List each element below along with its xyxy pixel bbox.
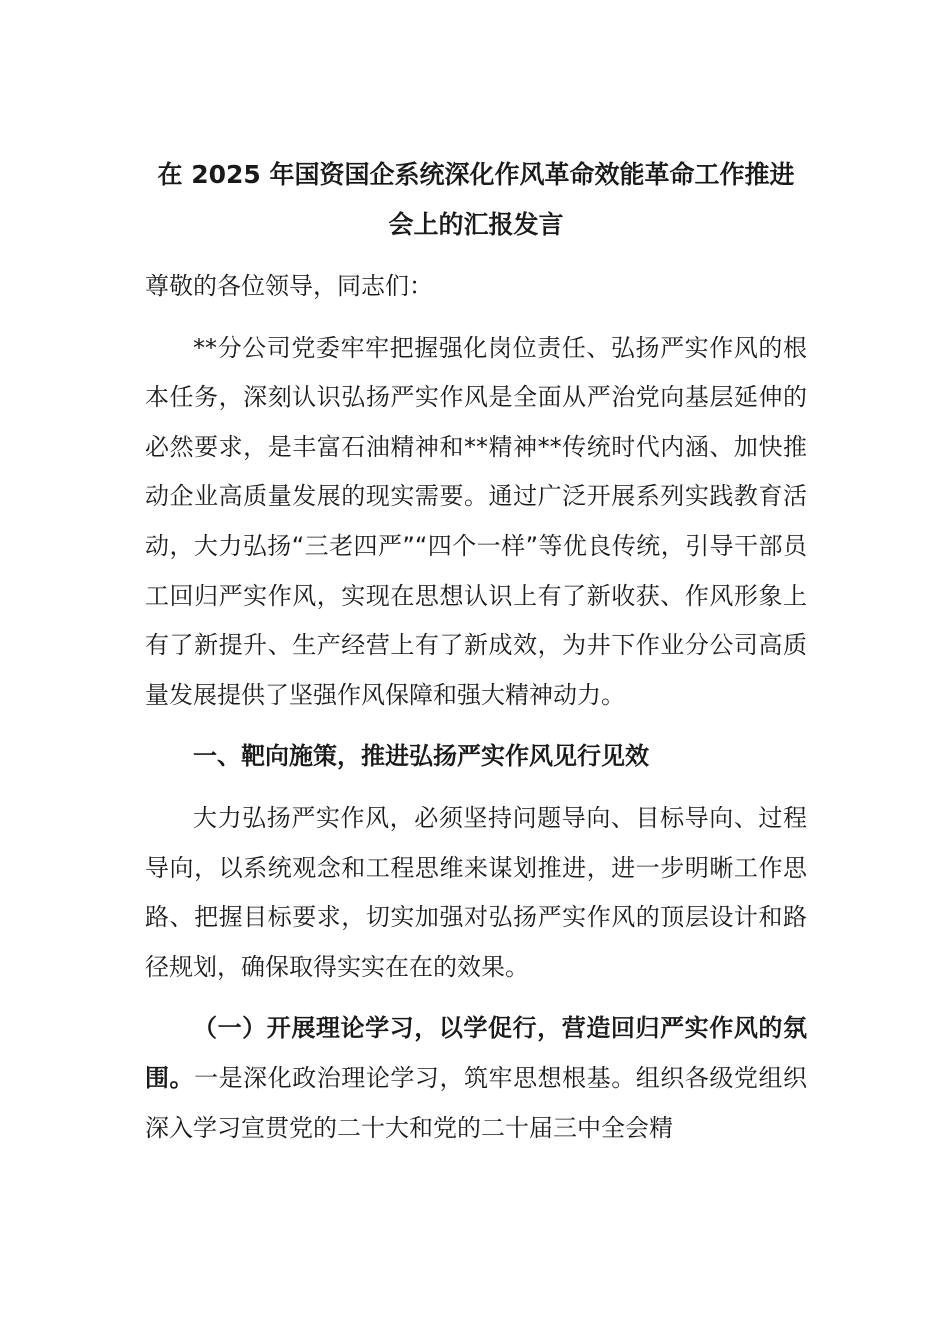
document-page [145, 150, 807, 1153]
subsection-paragraph [145, 1004, 807, 1153]
subsection-heading-1: （一）开展理论学习，以学促行，营造回归严实作风的氛围。 [145, 1014, 807, 1092]
title-line-1: 在 2025 年国资国企系统深化作风革命效能革命工作推进 [157, 160, 795, 189]
salutation: 尊敬的各位领导，同志们： [145, 272, 433, 300]
intro-paragraph: **分公司党委牢牢把握强化岗位责任、弘扬严实作风的根本任务，深刻认识弘扬严实作风是全面从严治党向基层延伸的必然要求，是丰富石油精神和**精神**传统时代内涵、加快推动企业高质量发展的现实需要。通过广泛开展系列实践教育活动，大力弘扬“三老四严”“四个一样”等优良传统，引导干部员工回归严实作风，实现在思想认识上有了新收获、作风形象上有了新提升、生产经营上有了新成效，为井下作业分公司高质量发展提供了坚强作风保障和强大精神动力。 [145, 333, 807, 709]
subsection-body: 一是深化政治理论学习，筑牢思想根基。组织各级党组织深入学习宣贯党的二十大和党的二十届三中全会精 [145, 1063, 807, 1142]
title-line-2: 会上的汇报发言 [388, 210, 564, 239]
document-title [133, 150, 819, 250]
section-1-paragraph: 大力弘扬严实作风，必须坚持问题导向、目标导向、过程导向，以系统观念和工程思维来谋划推进，进一步明晰工作思路、把握目标要求，切实加强对弘扬严实作风的顶层设计和路径规划，确保取得实实在在的效果。 [145, 803, 807, 981]
section-heading-1: 一、靶向施策，推进弘扬严实作风见行见效 [193, 742, 649, 771]
